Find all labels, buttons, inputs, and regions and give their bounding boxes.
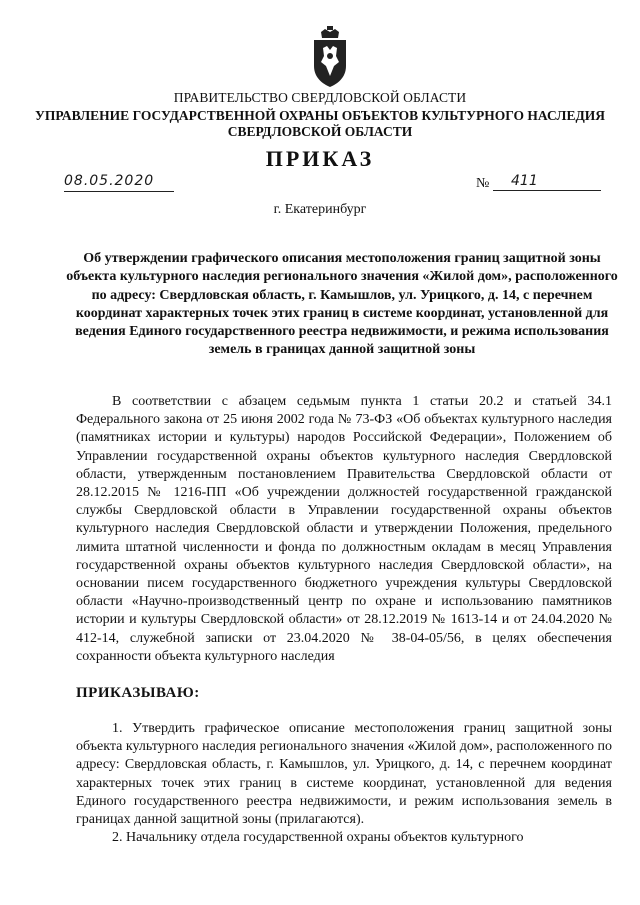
order-items	[76, 720, 612, 847]
coat-of-arms-icon	[309, 26, 351, 88]
order-item: 1. Утвердить графическое описание местоположения границ защитной зоны объекта культурного наследия регионального значения «Жилой дом», расположенного по адресу: Свердловская область, г. Камышлов, ул. Урицкого, д. 14, с перечнем координат характерных точек этих границ в системе координат, установленной для ведения Единого государственного реестра недвижимости, и режим использования земель в границах данной защитной зоны (прилагаются).	[76, 721, 612, 828]
department-line-2: СВЕРДЛОВСКОЙ ОБЛАСТИ	[227, 124, 413, 139]
department-name	[30, 108, 610, 140]
order-date: 08.05.2020	[64, 173, 174, 192]
government-name: ПРАВИТЕЛЬСТВО СВЕРДЛОВСКОЙ ОБЛАСТИ	[173, 90, 467, 105]
preamble	[76, 393, 612, 666]
preamble-text: В соответствии с абзацем седьмым пункта 1 статьи 20.2 и статьей 34.1 Федерального закона от 25 июня 2002 года № 73-ФЗ «Об объектах культурного наследия (памятниках истории и культуры) народов Российской Федерации», Положением об Управлении государственной охраны объектов культурного наследия Свердловской области, утвержденным постановлением Правительства Свердловской области от 28.12.2015 № 1216-ПП «Об учреждении должностей государственной гражданской службы Свердловской области в Управлении государственной охраны объектов культурного наследия Свердловской области и утверждении Положения, предельного лимита штатной численности и фонда по должностным окладам в месяц Управления государственной охраны объектов культурного наследия Свердловской области», на основании писем государственного бюджетного учреждения культуры Свердловской области «Научно-производственный центр по охране и использованию памятников истории и культуры Свердловской области» от 28.12.2019 № 1613-14 и от 24.04.2020 № 412-14, служебной записки от 23.04.2020 № 38-04-05/56, в целях обеспечения сохранности объекта культурного наследия	[76, 394, 612, 664]
department-line-1: УПРАВЛЕНИЕ ГОСУДАРСТВЕННОЙ ОХРАНЫ ОБЪЕКТОВ КУЛЬТУРНОГО НАСЛЕДИЯ	[34, 108, 606, 123]
order-number: 411	[493, 173, 601, 191]
document-type: ПРИКАЗ	[265, 146, 375, 171]
order-word: ПРИКАЗЫВАЮ:	[76, 685, 200, 701]
number-label: №	[476, 176, 490, 191]
city: г. Екатеринбург	[273, 202, 367, 217]
order-subject: Об утверждении графического описания местоположения границ защитной зоны объекта культурного наследия регионального значения «Жилой дом», расположенного по адресу: Свердловская область, г. Камышлов, ул. Урицкого, д. 14, с перечнем координат характерных точек этих границ в системе координат, установленной для ведения Единого государственного реестра недвижимости, и режима использования земель в границах данной защитной зоны	[66, 251, 618, 358]
order-item: 2. Начальнику отдела государственной охраны объектов культурного	[112, 830, 524, 846]
